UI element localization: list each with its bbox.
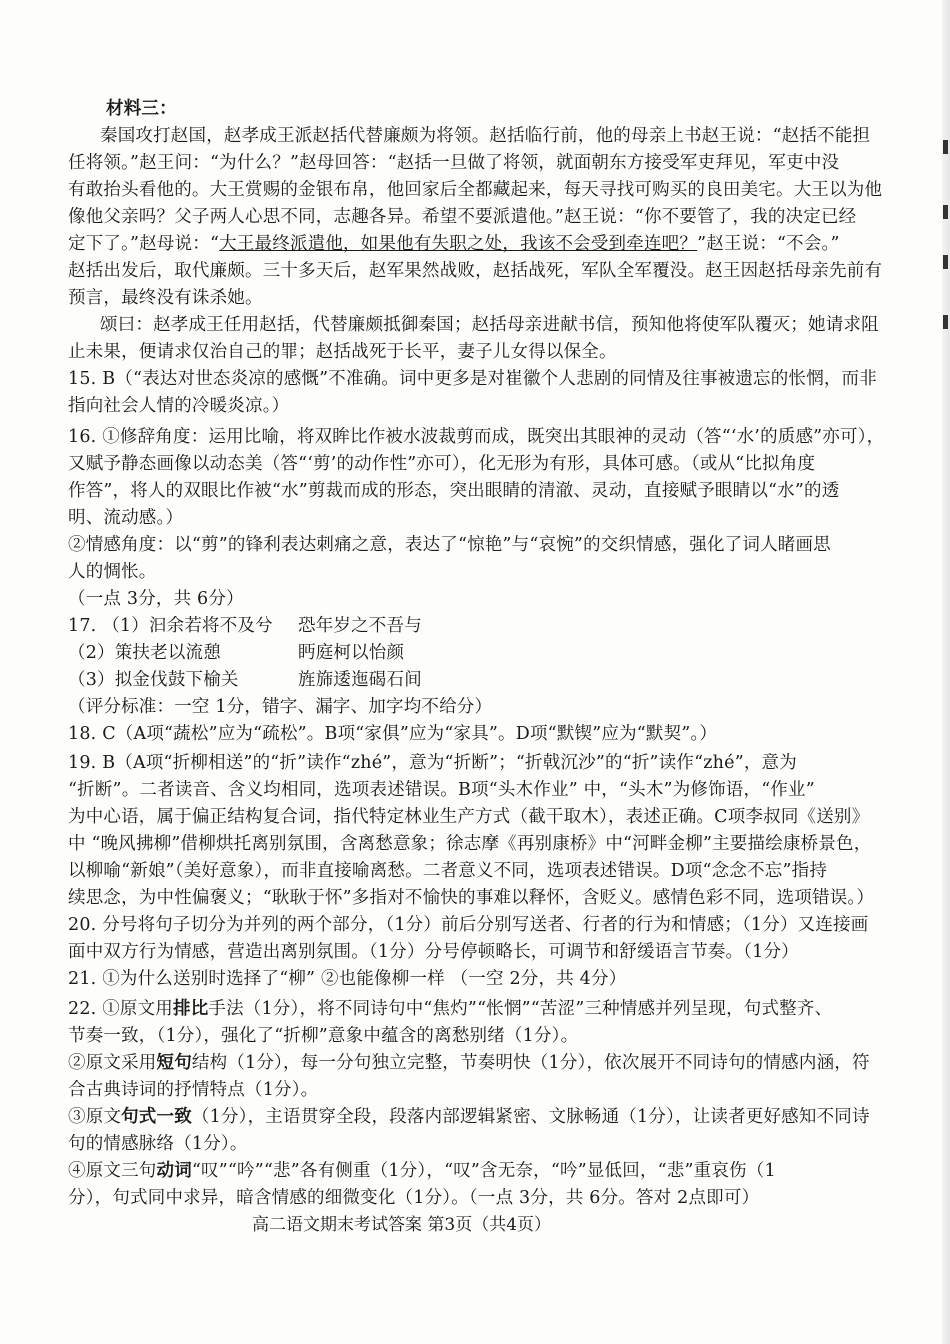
praise-line-2: 止未果，便请求仅治自己的罪；赵括战死于长平，妻子儿女得以保全。 [68,342,617,362]
q22-line-5-post: （1分），主语贯穿全段，段落内部逻辑紧密、文脉畅通（1分），让读者更好感知不同诗 [191,1107,870,1127]
q16-line-5: ②情感角度：以“剪”的锋利表达刺痛之意，表达了“惊艳”与“哀惋”的交织情感，强化了词人睹画思 [68,535,831,555]
q19-line-5: 以柳喻“新娘”（美好意象），而非直接喻离愁。二者意义不同，选项表述错误。D项“念念不忘”指持 [68,861,828,881]
material3-line-6: 赵括出发后，取代廉颇。三十多天后，赵军果然战败，赵括战死，军队全军覆没。赵王因赵括母亲先前有 [68,261,883,281]
q16-line-1: 16. ①修辞角度：运用比喻，将双眸比作被水波裁剪而成，既突出其眼神的灵动（答“‘水’的质感”亦可）， [68,427,885,447]
praise-line-1: 颂曰：赵孝成王任用赵括，代替廉颇抵御秦国；赵括母亲进献书信，预知他将使军队覆灭；她请求阻 [100,315,879,335]
q19-line-4: 中 “晚风拂柳”借柳烘托离别氛围，含离愁意象；徐志摩《再别康桥》中“河畔金柳”主要描绘康桥景色， [68,834,872,854]
q17-row-3-a: （3）拟金伐鼓下榆关 [68,670,239,690]
q22-line-3-pre: ②原文采用 [68,1053,157,1073]
q22-line-2: 节奏一致，（1分），强化了“折柳”意象中蕴含的离愁别绪（1分）。 [68,1026,579,1046]
q22-line-6: 句的情感脉络（1分）。 [68,1134,248,1154]
q20-line-1: 20. 分号将句子切分为并列的两个部分，（1分）前后分别写送者、行者的行为和情感；（1分）又连接画 [68,915,869,935]
q18-answer: 18. C（A项“蔬松”应为“疏松”。B项“家俱”应为“家具”。D项“默锲”应为“默契”。） [68,724,718,744]
q16-line-6: 人的惆怅。 [68,562,157,582]
q22-line-1-post: 手法（1分），将不同诗句中“焦灼”“怅惘”“苦涩”三种情感并列呈现，句式整齐、 [208,999,833,1019]
material3-line-4: 像他父亲吗？父子两人心思不同，志趣各异。希望不要派遣他。”赵王说：“你不要管了，我的决定已经 [68,207,857,227]
q22-keyword-parallelism: 排比 [173,999,209,1019]
q19-line-6: 续思念，为中性偏褒义；“耿耿于怀”多指对不愉快的事难以释怀，含贬义。感情色彩不同，选项错误。） [68,888,875,908]
q22-line-1-pre: 22. ①原文用 [68,999,173,1019]
q17-row-1-a: 17. （1）汩余若将不及兮 [68,616,273,636]
q17-row-3-b: 旌旆逶迤碣石间 [298,670,422,690]
material3-heading: 材料三： [106,99,177,119]
q22-line-7-pre: ④原文三句 [68,1161,157,1181]
scan-edge [942,0,950,1344]
q17-row-1 [68,613,910,640]
material3-line-2: 任将领。”赵王问：“为什么？”赵母回答：“赵括一旦做了将领，就面朝东方接受军吏拜见，军吏中没 [68,153,840,173]
q19-line-1: 19. B（A项“折柳相送”的“折”读作“zhé”，意为“折断”；“折戟沉沙”的“折”读作“zhé”，意为 [68,753,797,773]
answer-page [68,0,910,1344]
q22-line-3 [68,1050,910,1077]
q22-keyword-consistent-pattern: 句式一致 [121,1107,192,1127]
material3-line-7: 预言，最终没有诛杀她。 [68,288,263,308]
q16-line-2: 又赋予静态画像以动态美（答“‘剪’的动作性”亦可），化无形为有形，具体可感。（或从“比拟角度 [68,454,816,474]
q22-keyword-verbs: 动词 [156,1161,192,1181]
material3-line-5-post: ”赵王说：“不会。” [697,234,840,254]
q22-line-7 [68,1158,910,1185]
edge-mark [943,140,948,154]
material3-line-5 [68,231,910,258]
underlined-sentence: 大王最终派遣他，如果他有失职之处，我该不会受到牵连吧？ [219,234,698,254]
q19-line-3: 为中心语，属于偏正结构复合词，指代特定林业生产方式（截干取木），表述正确。C项李叔同《送别》 [68,807,870,827]
edge-mark [943,205,948,219]
q17-note: （评分标准：一空 1分，错字、漏字、加字均不给分） [68,697,493,717]
q16-line-3: 作答”，将人的双眼比作被“水”剪裁而成的形态，突出眼睛的清澈、灵动，直接赋予眼睛以“水”的透 [68,481,840,501]
q22-line-7-post: “叹”“吟”“悲”各有侧重（1分），“叹”含无奈，“吟”显低回，“悲”重哀伤（1 [191,1161,776,1181]
q17-row-2-b: 眄庭柯以怡颜 [298,643,405,663]
q16-score: （一点 3分，共 6分） [68,589,244,609]
material3-line-1: 秦国攻打赵国，赵孝成王派赵括代替廉颇为将领。赵括临行前，他的母亲上书赵王说：“赵括不能担 [100,126,871,146]
q15-line-1: 15. B（“表达对世态炎凉的感慨”不准确。词中更多是对崔徽个人悲剧的同情及往事被遗忘的怅惘，而非 [68,369,877,389]
edge-mark [943,315,948,329]
page-footer: 高二语文期末考试答案 第3页（共4页） [252,1215,552,1235]
q22-line-4: 合古典诗词的抒情特点（1分）。 [68,1080,319,1100]
q21-answer: 21. ①为什么送别时选择了“柳” ②也能像柳一样 （一空 2分，共 4分） [68,969,627,989]
q22-line-8: 分），句式同中求异，暗含情感的细微变化（1分）。（一点 3分，共 6分。答对 2点即可） [68,1188,760,1208]
q22-line-5-pre: ③原文 [68,1107,122,1127]
q17-row-3 [68,667,910,694]
q17-row-1-b: 恐年岁之不吾与 [298,616,422,636]
q16-line-4: 明、流动感。） [68,508,184,528]
q22-line-5 [68,1104,910,1131]
q17-row-2 [68,640,910,667]
q15-line-2: 指向社会人情的冷暖炎凉。） [68,396,290,416]
q19-line-2: “折断”。二者读音、含义均相同，选项表述错误。B项“头木作业” 中，“头木”为修饰语，“作业” [68,780,815,800]
material3-line-3: 有敢抬头看他的。大王赏赐的金银布帛，他回家后全都藏起来，每天寻找可购买的良田美宅。大王以为他 [68,180,883,200]
material3-line-5-pre: 定下了。”赵母说：“ [68,234,220,254]
q22-keyword-short-sentence: 短句 [156,1053,192,1073]
edge-mark [943,255,948,269]
q22-line-1 [68,996,910,1023]
q22-line-3-post: 结构（1分），每一分句独立完整，节奏明快（1分），依次展开不同诗句的情感内涵，符 [191,1053,870,1073]
q17-row-2-a: （2）策扶老以流憩 [68,643,221,663]
q20-line-2: 面中双方行为情感，营造出离别氛围。（1分）分号停顿略长，可调节和舒缓语言节奏。（1分） [68,942,799,962]
